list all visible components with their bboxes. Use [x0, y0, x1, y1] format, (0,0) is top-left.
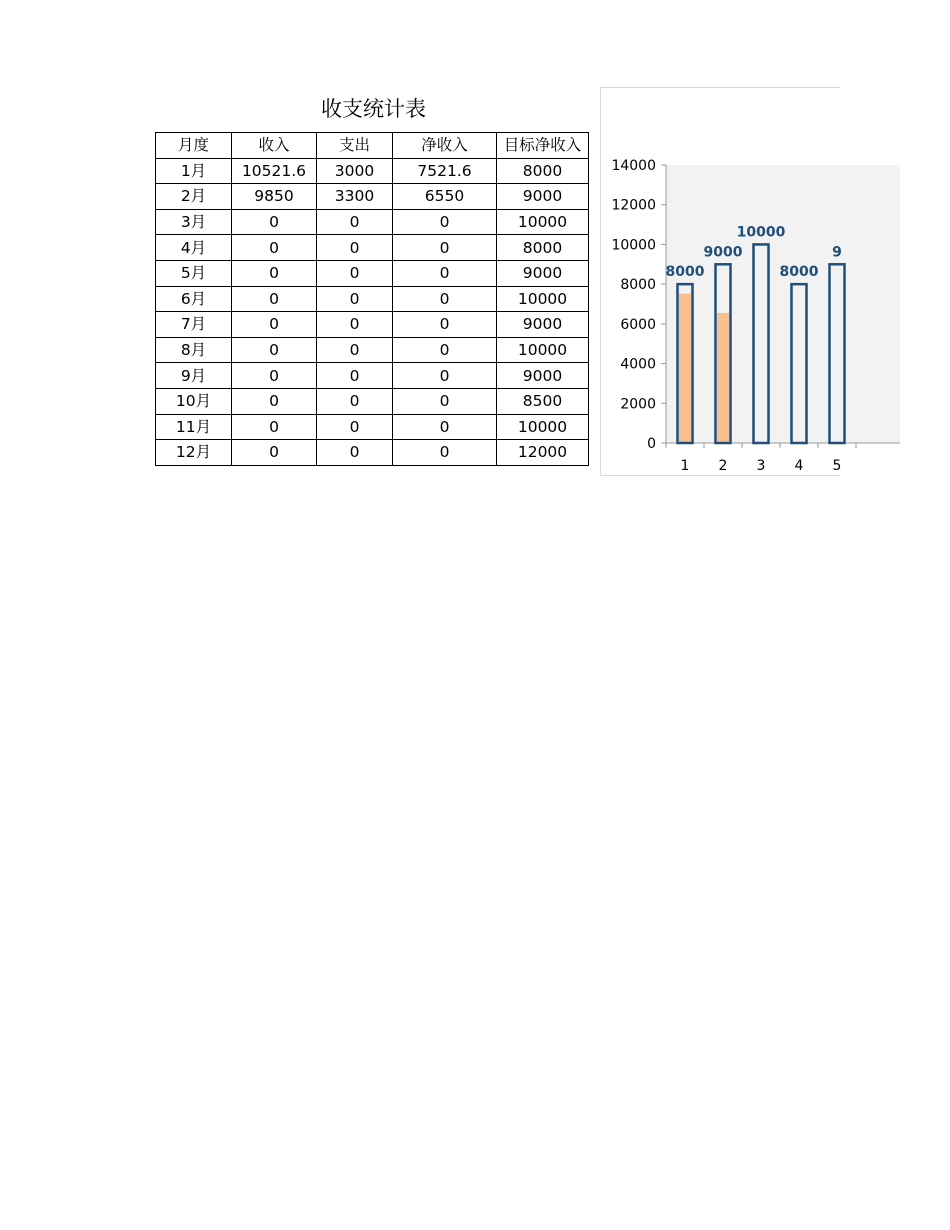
table-row — [156, 184, 589, 210]
cell-net-income[interactable]: 0 — [393, 209, 497, 235]
table-row — [156, 337, 589, 363]
table-row — [156, 388, 589, 414]
cell-month[interactable]: 2月 — [156, 184, 232, 210]
cell-net-income[interactable]: 0 — [393, 235, 497, 261]
cell-target[interactable]: 10000 — [497, 337, 589, 363]
header-net-income[interactable]: 净收入 — [393, 133, 497, 159]
cell-expense[interactable]: 3000 — [317, 158, 393, 184]
income-expense-table — [155, 132, 589, 466]
x-tick-label: 1 — [680, 458, 690, 474]
cell-net-income[interactable]: 0 — [393, 363, 497, 389]
cell-income[interactable]: 0 — [232, 260, 317, 286]
plot-area[interactable] — [666, 165, 900, 443]
cell-net-income[interactable]: 0 — [393, 260, 497, 286]
cell-target[interactable]: 9000 — [497, 363, 589, 389]
cell-target[interactable]: 8000 — [497, 235, 589, 261]
header-target-net-income[interactable]: 目标净收入 — [497, 133, 589, 159]
cell-expense[interactable]: 0 — [317, 337, 393, 363]
cell-month[interactable]: 4月 — [156, 235, 232, 261]
cell-month[interactable]: 12月 — [156, 440, 232, 466]
cell-month[interactable]: 8月 — [156, 337, 232, 363]
y-tick-label: 10000 — [611, 237, 656, 254]
cell-income[interactable]: 0 — [232, 440, 317, 466]
table-row — [156, 440, 589, 466]
cell-income[interactable]: 0 — [232, 388, 317, 414]
cell-expense[interactable]: 0 — [317, 440, 393, 466]
cell-target[interactable]: 9000 — [497, 260, 589, 286]
y-tick-label: 6000 — [620, 316, 656, 333]
cell-expense[interactable]: 0 — [317, 414, 393, 440]
cell-target[interactable]: 12000 — [497, 440, 589, 466]
header-month[interactable]: 月度 — [156, 133, 232, 159]
cell-expense[interactable]: 0 — [317, 388, 393, 414]
header-income[interactable]: 收入 — [232, 133, 317, 159]
cell-expense[interactable]: 0 — [317, 209, 393, 235]
cell-expense[interactable]: 0 — [317, 286, 393, 312]
y-tick-label: 0 — [647, 436, 656, 452]
header-expense[interactable]: 支出 — [317, 133, 393, 159]
cell-net-income[interactable]: 0 — [393, 440, 497, 466]
cell-net-income[interactable]: 0 — [393, 286, 497, 312]
cell-net-income[interactable]: 6550 — [393, 184, 497, 210]
cell-month[interactable]: 3月 — [156, 209, 232, 235]
cell-expense[interactable]: 0 — [317, 235, 393, 261]
cell-month[interactable]: 10月 — [156, 388, 232, 414]
target-data-label: 10000 — [736, 224, 786, 241]
cell-income[interactable]: 9850 — [232, 184, 317, 210]
y-tick-label: 8000 — [620, 277, 656, 294]
y-tick-label: 12000 — [611, 197, 656, 214]
cell-net-income[interactable]: 0 — [393, 337, 497, 363]
cell-month[interactable]: 11月 — [156, 414, 232, 440]
target-data-label: 9000 — [703, 244, 743, 261]
y-tick-label: 4000 — [620, 356, 656, 373]
cell-month[interactable]: 9月 — [156, 363, 232, 389]
cell-net-income[interactable]: 7521.6 — [393, 158, 497, 184]
cell-expense[interactable]: 0 — [317, 363, 393, 389]
cell-expense[interactable]: 0 — [317, 260, 393, 286]
cell-target[interactable]: 10000 — [497, 209, 589, 235]
chart-viewport — [600, 87, 842, 487]
table-row — [156, 260, 589, 286]
cell-income[interactable]: 0 — [232, 312, 317, 338]
x-tick-label: 2 — [718, 458, 728, 474]
table-row — [156, 209, 589, 235]
cell-target[interactable]: 8000 — [497, 158, 589, 184]
table-row — [156, 312, 589, 338]
cell-expense[interactable]: 3300 — [317, 184, 393, 210]
cell-income[interactable]: 0 — [232, 337, 317, 363]
cell-target[interactable]: 10000 — [497, 414, 589, 440]
cell-target[interactable]: 9000 — [497, 184, 589, 210]
x-tick-label: 5 — [832, 458, 842, 474]
table-row — [156, 414, 589, 440]
cell-income[interactable]: 0 — [232, 363, 317, 389]
actual-net-income-bar[interactable] — [679, 294, 691, 443]
target-data-label: 8000 — [665, 264, 705, 281]
table-header-row — [156, 133, 589, 159]
net-income-chart — [600, 87, 900, 487]
cell-month[interactable]: 7月 — [156, 312, 232, 338]
cell-month[interactable]: 6月 — [156, 286, 232, 312]
target-data-label: 8000 — [779, 264, 819, 281]
cell-target[interactable]: 10000 — [497, 286, 589, 312]
cell-expense[interactable]: 0 — [317, 312, 393, 338]
x-tick-label: 4 — [794, 458, 804, 474]
cell-income[interactable]: 10521.6 — [232, 158, 317, 184]
target-data-label: 9 — [832, 244, 842, 261]
table-row — [156, 363, 589, 389]
sheet-title: 收支统计表 — [321, 97, 426, 121]
cell-month[interactable]: 5月 — [156, 260, 232, 286]
cell-target[interactable]: 8500 — [497, 388, 589, 414]
y-tick-label: 2000 — [620, 396, 656, 413]
table-row — [156, 235, 589, 261]
cell-net-income[interactable]: 0 — [393, 388, 497, 414]
table-row — [156, 286, 589, 312]
cell-income[interactable]: 0 — [232, 286, 317, 312]
table-row — [156, 158, 589, 184]
cell-income[interactable]: 0 — [232, 235, 317, 261]
cell-month[interactable]: 1月 — [156, 158, 232, 184]
y-tick-label: 14000 — [611, 158, 656, 174]
cell-target[interactable]: 9000 — [497, 312, 589, 338]
actual-net-income-bar[interactable] — [717, 313, 729, 443]
cell-net-income[interactable]: 0 — [393, 414, 497, 440]
x-tick-label: 3 — [756, 458, 766, 474]
cell-income[interactable]: 0 — [232, 209, 317, 235]
cell-income[interactable]: 0 — [232, 414, 317, 440]
cell-net-income[interactable]: 0 — [393, 312, 497, 338]
